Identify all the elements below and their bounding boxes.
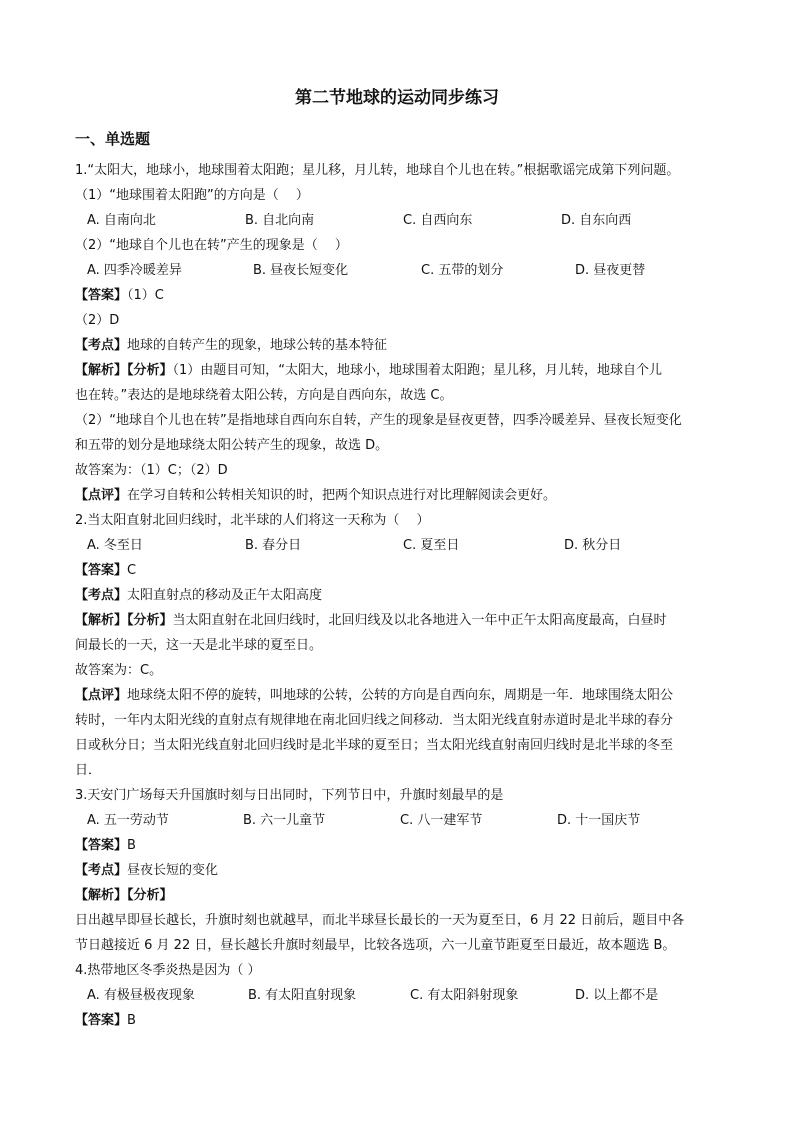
question-3-analysis-tag [75,887,725,905]
answer-text: B [127,1013,136,1028]
answer-tag: 【答案】 [75,563,128,578]
answer-tag: 【答案】 [75,1013,128,1028]
question-3-analysis-line-1: 日出越早即昼长越长，升旗时刻也就越早，而北半球昼长最长的一天为夏至日，6 月 22 日前后，题目中各 [75,913,685,928]
question-2-comment-line-4: 日． [75,763,102,778]
question-1-point [75,337,725,355]
question-3-analysis-line-2: 节日越接近 6 月 22 日，昼长越长升旗时刻最早，比较各选项，六一儿童节距夏至日最近，故本题选 B。 [75,938,676,953]
question-1-answer [75,287,725,305]
option-a: A. 自南向北 [87,213,156,228]
option-a: A. 五一劳动节 [87,813,169,828]
option-a: A. 冬至日 [87,538,143,553]
question-1-sub-1: （1）“地球围着太阳跑”的方向是（ ） [75,188,309,203]
option-a: A. 四季冷暖差异 [87,263,182,278]
question-2-options [87,537,727,555]
option-b: B. 六一儿童节 [243,813,326,828]
question-2-comment [75,687,725,705]
question-3-stem: 3.天安门广场每天升国旗时刻与日出同时，下列节日中，升旗时刻最早的是 [75,788,504,803]
point-text: 太阳直射点的移动及正午太阳高度 [127,588,323,603]
analysis-tag: 【解析】【分析】 [75,613,173,628]
question-3-options [87,812,727,830]
question-3-answer [75,837,725,855]
answer-tag: 【答案】 [75,288,128,303]
option-b: B. 有太阳直射现象 [248,988,357,1003]
question-2-answer [75,562,725,580]
option-d: D. 自东向西 [561,213,632,228]
comment-tag: 【点评】 [75,688,128,703]
point-text: 昼夜长短的变化 [127,863,219,878]
option-d: D. 秋分日 [564,538,622,553]
question-1-answer-2: （2）D [75,313,120,328]
question-1-analysis [75,362,725,380]
question-1-sub-2: （2）“地球自个儿也在转”产生的现象是（ ） [75,238,348,253]
answer-tag: 【答案】 [75,838,128,853]
section-heading: 一、单选题 [75,130,151,148]
option-c: C. 夏至日 [403,538,460,553]
question-3-point [75,862,725,880]
comment-text: 在学习自转和公转相关知识的时，把两个知识点进行对比理解阅读会更好。 [127,488,557,503]
answer-text: （1）C [127,288,164,303]
question-2-comment-line-2: 转时，一年内太阳光线的直射点有规律地在南北回归线之间移动．当太阳光线直射赤道时是北半球的春分 [75,713,674,728]
question-2-comment-line-3: 日或秋分日；当太阳光线直射北回归线时是北半球的夏至日；当太阳光线直射南回归线时是北半球的冬至 [75,738,674,753]
point-tag: 【考点】 [75,863,128,878]
question-1-conclusion: 故答案为：（1）C；（2）D [75,463,228,478]
option-c: C. 有太阳斜射现象 [410,988,519,1003]
option-b: B. 昼夜长短变化 [253,263,349,278]
question-4-options [87,987,727,1005]
option-a: A. 有极昼极夜现象 [87,988,195,1003]
analysis-tag: 【解析】【分析】 [75,363,173,378]
point-text: 地球的自转产生的现象，地球公转的基本特征 [127,338,388,353]
answer-text: C [127,563,137,578]
question-1-analysis-line-2: 也在转。”表达的是地球绕着太阳公转，方向是自西向东，故选 C。 [75,388,453,403]
question-4-answer [75,1012,725,1030]
question-1-comment [75,487,725,505]
question-2-point [75,587,725,605]
point-tag: 【考点】 [75,588,128,603]
question-2-conclusion: 故答案为：C。 [75,663,163,678]
option-d: D. 昼夜更替 [575,263,646,278]
answer-text: B [127,838,136,853]
question-1-sub-1-options [87,212,727,230]
question-1-analysis-line-4: 和五带的划分是地球绕太阳公转产生的现象，故选 D。 [75,438,389,453]
analysis-text: 当太阳直射在北回归线时，北回归线及以北各地进入一年中正午太阳高度最高，白昼时 [172,613,667,628]
question-2-stem: 2.当太阳直射北回归线时，北半球的人们将这一天称为（ ） [75,513,430,528]
point-tag: 【考点】 [75,338,128,353]
question-2-analysis [75,612,725,630]
analysis-tag: 【解析】【分析】 [75,888,173,903]
option-c: C. 八一建军节 [400,813,483,828]
option-c: C. 自西向东 [403,213,473,228]
comment-text: 地球绕太阳不停的旋转，叫地球的公转，公转的方向是自西向东，周期是一年．地球围绕太阳公 [127,688,674,703]
comment-tag: 【点评】 [75,488,128,503]
option-d: D. 十一国庆节 [557,813,641,828]
page-title: 第二节地球的运动同步练习 [295,88,499,108]
analysis-text: （1）由题目可知，“太阳大，地球小，地球围着太阳跑；星儿移，月儿转，地球自个儿 [172,363,663,378]
option-b: B. 自北向南 [245,213,315,228]
question-1-stem: 1.“太阳大，地球小，地球围着太阳跑；星儿移，月儿转，地球自个儿也在转。”根据歌谣完成第下列问题。 [75,163,680,178]
question-1-analysis-line-3: （2）“地球自个儿也在转”是指地球自西向东自转，产生的现象是昼夜更替，四季冷暖差异、昼夜长短变化 [75,413,682,428]
question-2-analysis-line-2: 间最长的一天，这一天是北半球的夏至日。 [75,638,323,653]
question-4-stem: 4.热带地区冬季炎热是因为（ ） [75,963,261,978]
option-d: D. 以上都不是 [575,988,659,1003]
option-b: B. 春分日 [245,538,302,553]
option-c: C. 五带的划分 [421,263,504,278]
question-1-sub-2-options [87,262,727,280]
